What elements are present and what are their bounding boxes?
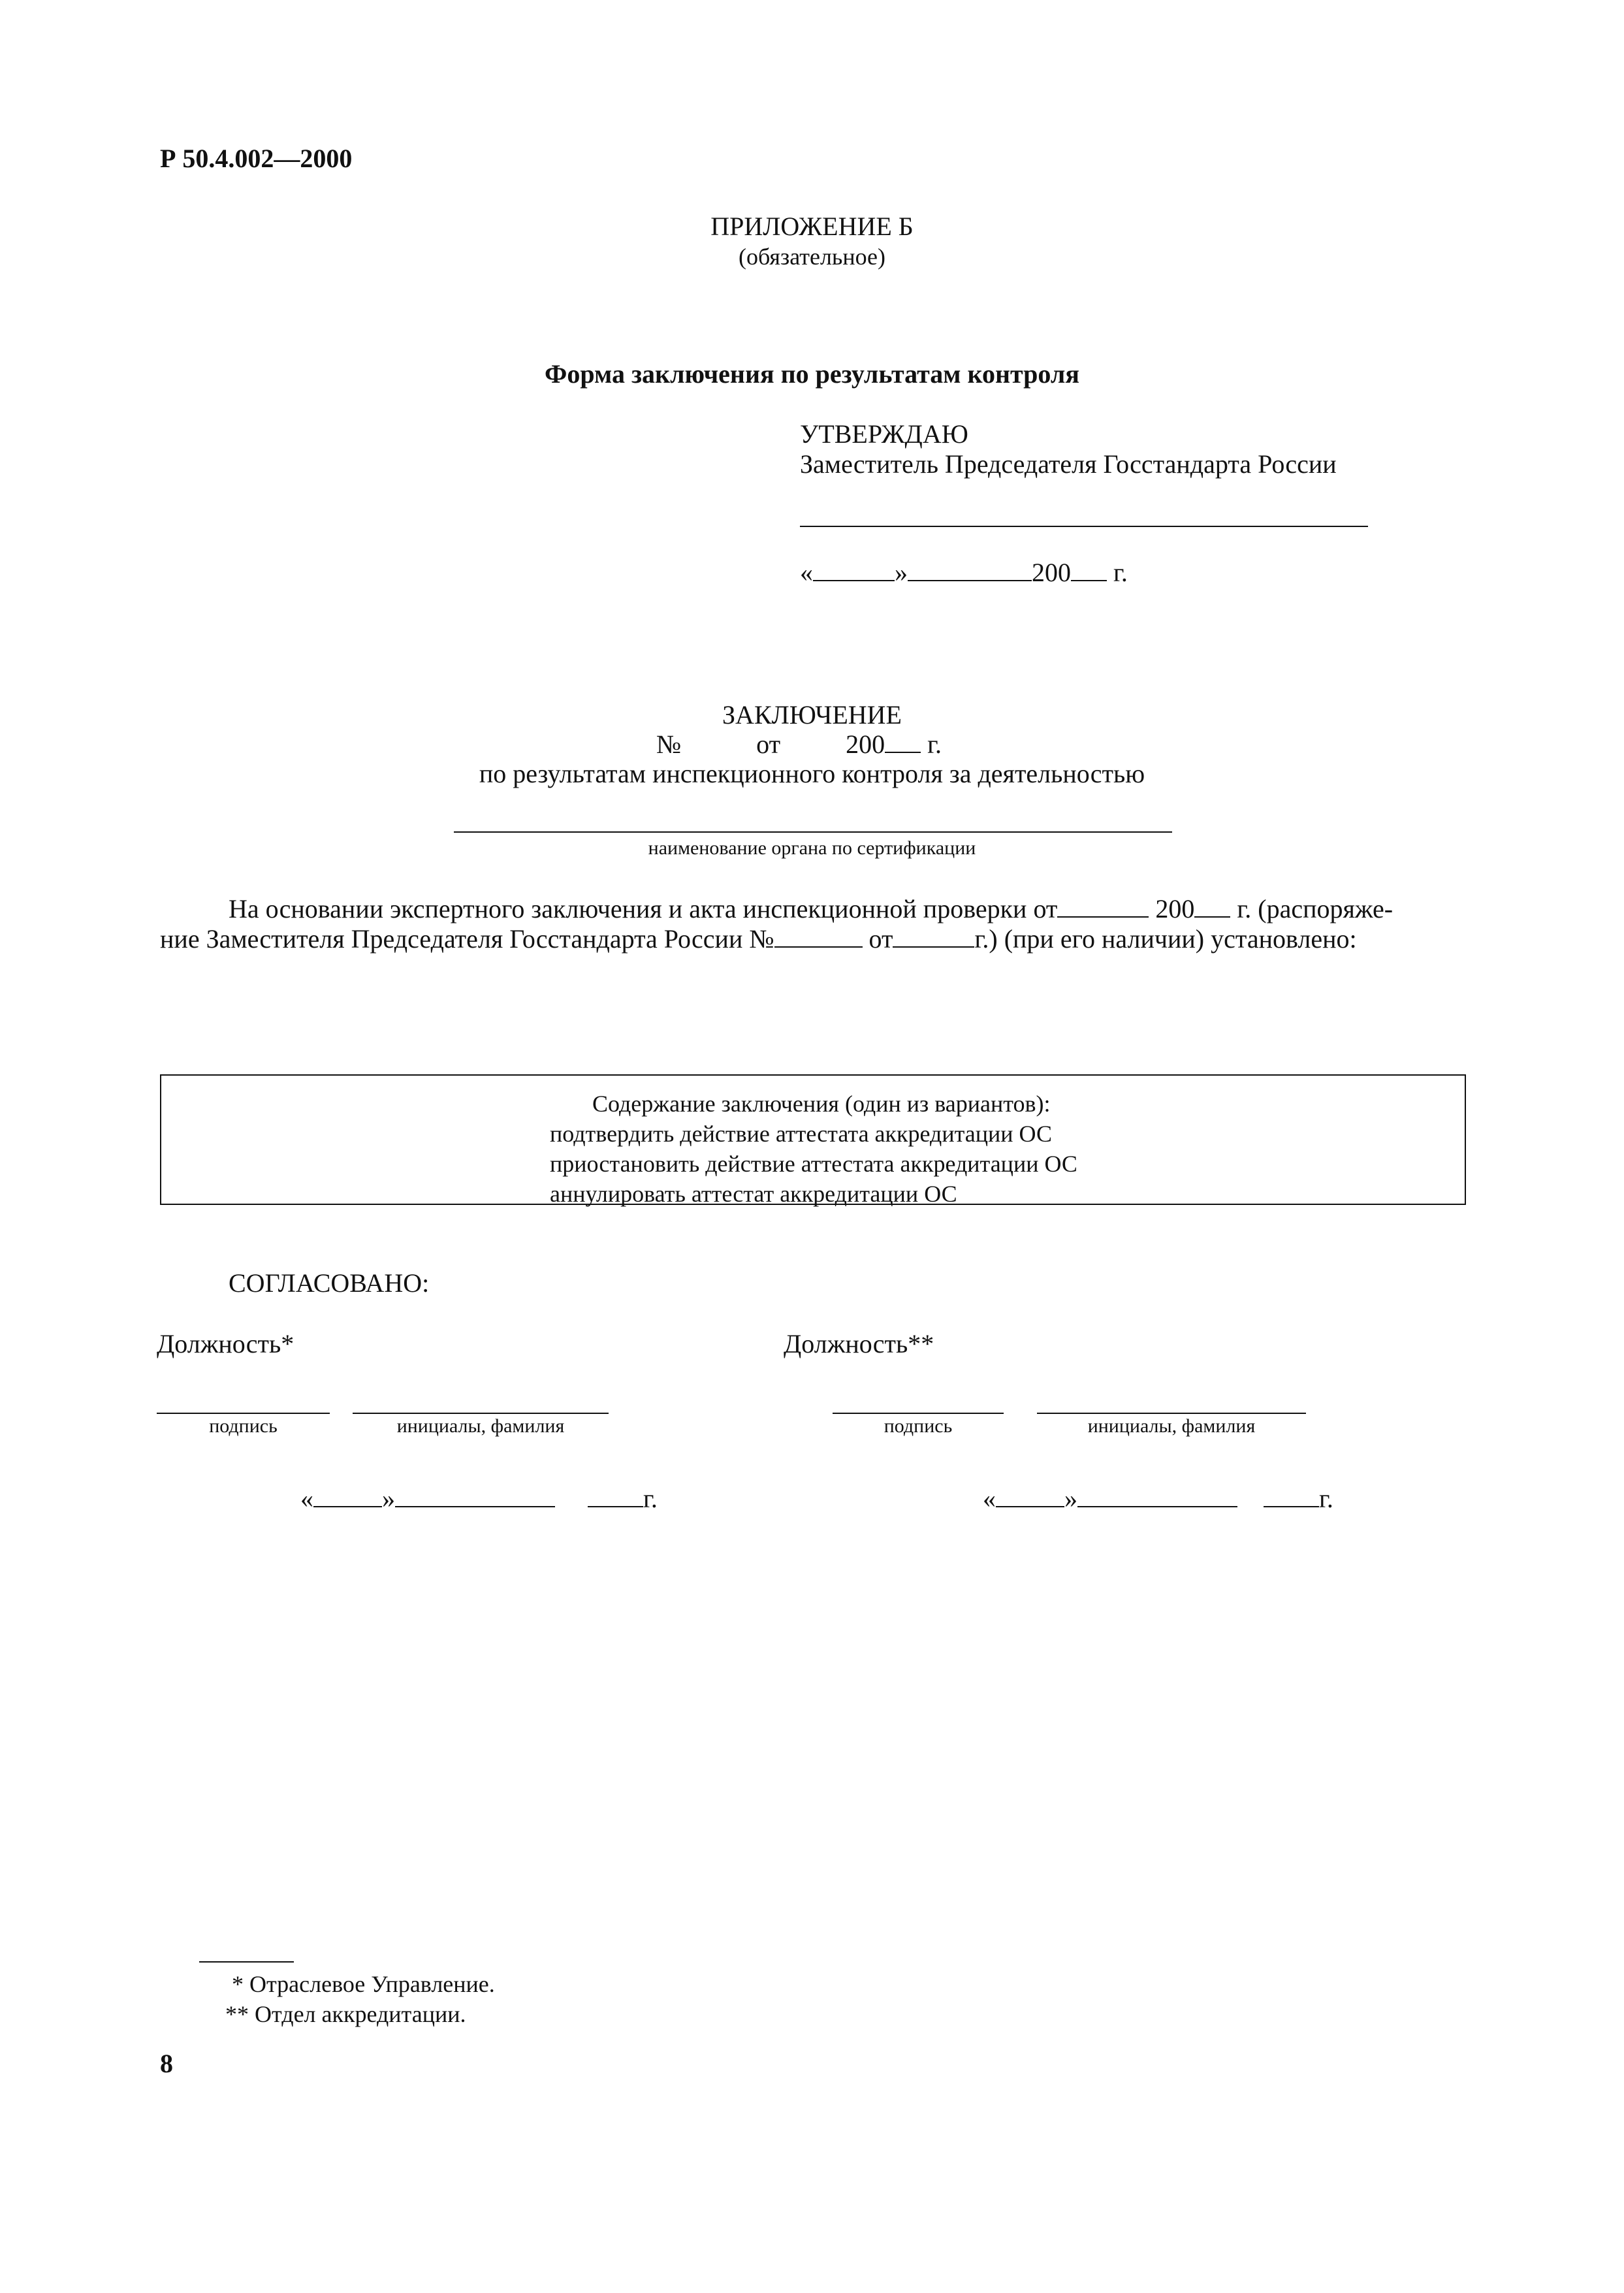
right-month-field[interactable]	[1077, 1485, 1237, 1507]
approval-signature-line[interactable]	[800, 526, 1368, 527]
left-year-field[interactable]	[588, 1485, 643, 1507]
date-open-quote: «	[983, 1484, 996, 1513]
approval-position: Заместитель Председателя Госстандарта России	[800, 449, 1337, 479]
footnote-1: * Отраслевое Управление.	[232, 1971, 495, 1997]
inspection-year-field[interactable]	[1194, 895, 1230, 918]
left-date	[300, 1483, 658, 1515]
date-close-quote: »	[382, 1484, 395, 1513]
footnote-separator	[199, 1961, 294, 1963]
conclusion-title: ЗАКЛЮЧЕНИЕ	[722, 700, 902, 730]
number-label: №	[656, 730, 682, 759]
page-number: 8	[160, 2049, 173, 2078]
order-number-field[interactable]	[774, 925, 863, 948]
right-day-field[interactable]	[996, 1485, 1064, 1507]
left-position-label: Должность*	[157, 1329, 295, 1358]
approval-date	[800, 556, 1128, 589]
conclusion-content-box	[160, 1074, 1466, 1205]
paragraph-text: На основании экспертного заключения и акта инспекционной проверки от	[229, 894, 1058, 923]
right-signature-line[interactable]	[833, 1413, 1004, 1414]
inspection-date-field[interactable]	[1057, 895, 1149, 918]
left-day-field[interactable]	[313, 1485, 382, 1507]
left-month-field[interactable]	[395, 1485, 555, 1507]
right-sign-caption: подпись	[884, 1415, 953, 1437]
date-close-quote: »	[1064, 1484, 1077, 1513]
paragraph-line-2	[160, 923, 1357, 955]
approval-day-field[interactable]	[813, 559, 895, 581]
content-option: аннулировать аттестат аккредитации ОС	[550, 1181, 957, 1207]
left-sign-caption: подпись	[209, 1415, 278, 1437]
left-signature-line[interactable]	[157, 1413, 330, 1414]
date-close-quote: »	[895, 558, 908, 587]
paragraph-text: г.) (при его наличии) установлено:	[974, 924, 1357, 954]
right-date	[983, 1483, 1333, 1515]
date-year-suffix: г.	[643, 1484, 658, 1513]
paragraph-text: ние Заместителя Председателя Госстандарта России №	[160, 924, 774, 954]
content-box-heading: Содержание заключения (один из вариантов):	[592, 1091, 1051, 1117]
left-name-caption: инициалы, фамилия	[396, 1415, 565, 1437]
content-option: подтвердить действие аттестата аккредитации ОС	[550, 1121, 1052, 1147]
paragraph-year: 200	[1155, 894, 1195, 923]
date-year-suffix: г.	[1319, 1484, 1333, 1513]
form-title: Форма заключения по результатам контроля	[545, 359, 1079, 389]
right-year-field[interactable]	[1264, 1485, 1319, 1507]
conclusion-year-suffix: г.	[927, 730, 942, 759]
paragraph-text: г. (распоряже-	[1237, 894, 1393, 923]
from-label: от	[756, 730, 781, 759]
agreed-label: СОГЛАСОВАНО:	[229, 1268, 430, 1298]
order-date-field[interactable]	[893, 925, 974, 948]
date-year: 200	[1032, 558, 1071, 587]
org-name-caption: наименование органа по сертификации	[648, 837, 976, 859]
approval-month-field[interactable]	[908, 559, 1032, 581]
document-code: Р 50.4.002—2000	[160, 144, 353, 173]
right-name-caption: инициалы, фамилия	[1087, 1415, 1256, 1437]
conclusion-number-line	[656, 728, 942, 761]
right-name-line[interactable]	[1037, 1413, 1306, 1414]
conclusion-subtitle: по результатам инспекционного контроля за деятельностью	[479, 759, 1145, 788]
date-open-quote: «	[300, 1484, 313, 1513]
org-name-line[interactable]	[454, 831, 1172, 833]
right-position-label: Должность**	[784, 1329, 934, 1358]
date-open-quote: «	[800, 558, 813, 587]
paragraph-text: от	[868, 924, 893, 954]
left-name-line[interactable]	[353, 1413, 609, 1414]
date-year-suffix: г.	[1113, 558, 1128, 587]
appendix-note: (обязательное)	[739, 244, 885, 270]
approval-label: УТВЕРЖДАЮ	[800, 419, 968, 449]
appendix-title: ПРИЛОЖЕНИЕ Б	[710, 212, 914, 241]
conclusion-year-field[interactable]	[885, 731, 921, 753]
paragraph-line-1	[229, 893, 1393, 925]
content-box-text	[550, 1089, 1077, 1209]
approval-year-field[interactable]	[1071, 559, 1107, 581]
conclusion-year: 200	[846, 730, 885, 759]
footnote-2: ** Отдел аккредитации.	[225, 2001, 466, 2027]
content-option: приостановить действие аттестата аккредитации ОС	[550, 1151, 1077, 1177]
